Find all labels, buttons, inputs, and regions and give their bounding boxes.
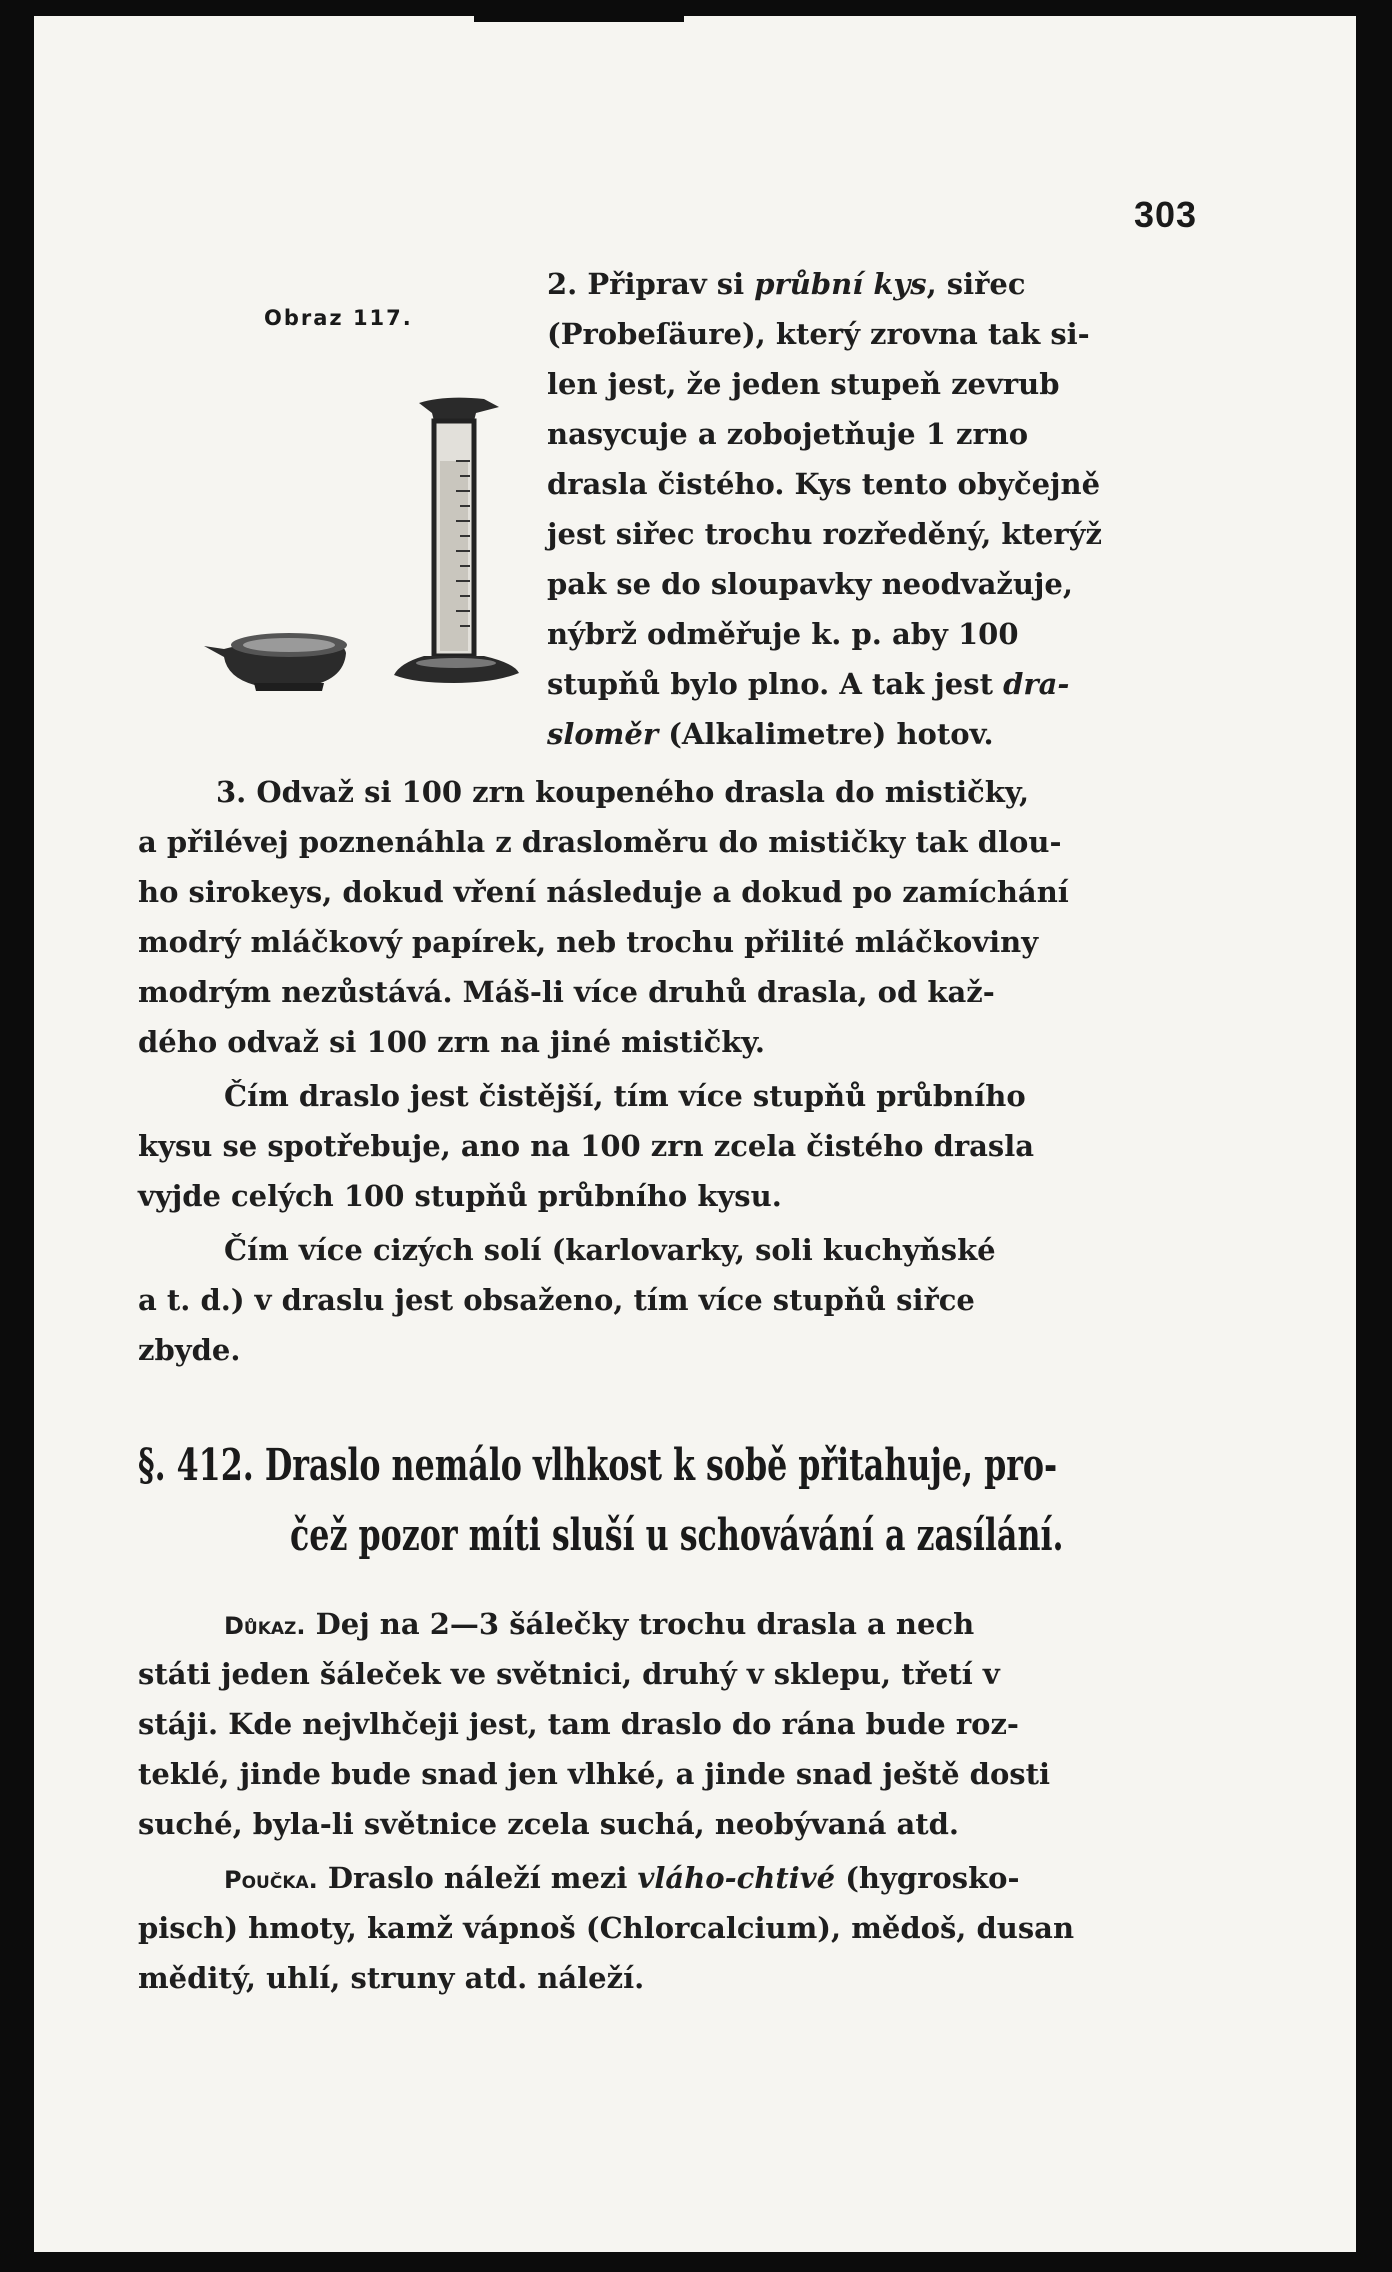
- rule-label: Poučka.: [224, 1866, 318, 1894]
- text-line: zbyde.: [138, 1333, 241, 1367]
- section-heading: čež pozor míti sluší u schovávání a zasílání.: [290, 1510, 1064, 1561]
- text-line: dého odvaž si 100 zrn na jiné mističky.: [138, 1025, 765, 1059]
- text-line: pak se do sloupavky neodvažuje,: [547, 567, 1073, 601]
- dish-icon: [204, 633, 347, 691]
- text-line: 2. Připrav si průbní kys, siřec: [547, 267, 1026, 301]
- figure-illustration: [194, 391, 534, 701]
- text-line: suché, byla-li světnice zcela suchá, neobývaná atd.: [138, 1807, 960, 1841]
- text-line: a přilévej poznenáhla z drasloměru do mističky tak dlou-: [138, 825, 1062, 859]
- text-line: nýbrž odměřuje k. p. aby 100: [547, 617, 1019, 651]
- text-line: 3. Odvaž si 100 zrn koupeného drasla do mističky,: [216, 775, 1030, 809]
- text-line: Čím více cizých solí (karlovarky, soli kuchyňské: [224, 1233, 996, 1267]
- text-line: sloměr (Alkalimetre) hotov.: [547, 717, 994, 751]
- text-line: kysu se spotřebuje, ano na 100 zrn zcela čistého drasla: [138, 1129, 1035, 1163]
- text-line: drasla čistého. Kys tento obyčejně: [547, 467, 1101, 501]
- text-line: ho sirokeys, dokud vření následuje a dokud po zamíchání: [138, 875, 1069, 909]
- text-line: a t. d.) v draslu jest obsaženo, tím více stupňů siřce: [138, 1283, 975, 1317]
- rule-paragraph: Poučka. Draslo náleží mezi vláho-chtivé (hygrosko-: [224, 1861, 1020, 1895]
- proof-paragraph: Důkaz. Dej na 2—3 šálečky trochu drasla a nech: [224, 1607, 975, 1641]
- text-line: vyjde celých 100 stupňů průbního kysu.: [138, 1179, 782, 1213]
- page-number: 303: [1134, 194, 1198, 235]
- text-line: teklé, jinde bude snad jen vlhké, a jinde snad ještě dosti: [138, 1757, 1051, 1791]
- cylinder-icon: [394, 398, 519, 683]
- section-heading: §. 412. Draslo nemálo vlhkost k sobě přitahuje, pro-: [138, 1440, 1058, 1491]
- top-rule: [474, 16, 684, 22]
- text-line: státi jeden šáleček ve světnici, druhý v sklepu, třetí v: [138, 1657, 1000, 1691]
- text-line: stupňů bylo plno. A tak jest dra-: [547, 667, 1070, 701]
- text-line: pisch) hmoty, kamž vápnoš (Chlorcalcium), mědoš, dusan: [138, 1911, 1075, 1945]
- text-line: modrý mláčkový papírek, neb trochu přilité mláčkoviny: [138, 925, 1039, 959]
- text-line: nasycuje a zobojetňuje 1 zrno: [547, 417, 1029, 451]
- text-line: měditý, uhlí, struny atd. náleží.: [138, 1961, 645, 1995]
- proof-label: Důkaz.: [224, 1612, 306, 1640]
- text-line: jest siřec trochu rozředěný, kterýž: [547, 517, 1102, 551]
- text-line: modrým nezůstává. Máš-li více druhů drasla, od kaž-: [138, 975, 995, 1009]
- text-line: (Probeſäure), který zrovna tak si-: [547, 317, 1090, 351]
- text-line: stáji. Kde nejvlhčeji jest, tam draslo do rána bude roz-: [138, 1707, 1019, 1741]
- text-line: len jest, že jeden stupeň zevrub: [547, 367, 1060, 401]
- text-line: Čím draslo jest čistější, tím více stupňů průbního: [224, 1079, 1026, 1113]
- book-page: [34, 16, 1356, 2252]
- figure-caption: Obraz 117.: [264, 306, 413, 330]
